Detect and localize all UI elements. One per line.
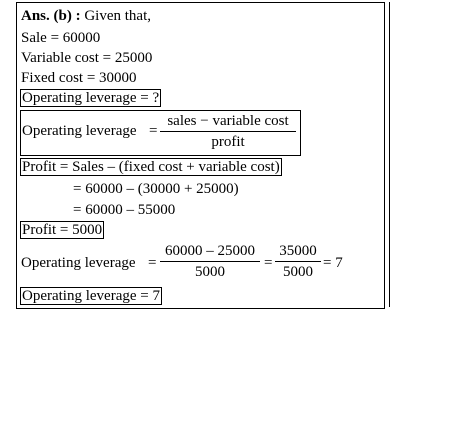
question-box: Operating leverage = ?	[22, 90, 160, 106]
answer-intro: Given that,	[84, 8, 151, 24]
profit-formula-box: Profit = Sales – (fixed cost + variable cost)	[22, 159, 280, 175]
answer-prefix: Ans. (b) :	[21, 8, 81, 24]
given-fixed-cost: Fixed cost = 30000	[21, 70, 137, 86]
final-answer-box: Operating leverage = 7	[22, 288, 160, 304]
calc-fraction-1	[160, 243, 260, 281]
profit-formula-line	[20, 158, 282, 176]
calc-lhs: Operating leverage	[21, 255, 136, 271]
answer-header	[21, 7, 151, 25]
given-sale: Sale = 60000	[21, 30, 101, 46]
final-line	[20, 287, 162, 305]
profit-result-box: Profit = 5000	[22, 222, 103, 238]
profit-step-2: = 60000 – 55000	[73, 202, 176, 218]
profit-step-1: = 60000 – (30000 + 25000)	[73, 181, 239, 197]
calc-denominator-2: 5000	[283, 264, 313, 280]
formula-denominator: profit	[211, 134, 245, 150]
profit-result-line	[20, 221, 104, 239]
question-line	[20, 89, 161, 107]
calc-denominator-1: 5000	[195, 264, 225, 280]
calc-equals-1: =	[148, 255, 157, 271]
right-border-line	[389, 2, 390, 307]
calc-equals-2: =	[264, 255, 273, 271]
formula-numerator: sales − variable cost	[160, 113, 296, 132]
calc-numerator-2: 35000	[275, 243, 321, 262]
calc-result: = 7	[323, 255, 343, 271]
answer-panel	[16, 2, 385, 309]
calc-fraction-2	[275, 243, 321, 281]
formula-lhs: Operating leverage	[22, 123, 137, 139]
given-variable-cost: Variable cost = 25000	[21, 50, 153, 66]
formula-equals: =	[149, 123, 158, 139]
calc-numerator-1: 60000 – 25000	[160, 243, 260, 262]
formula-fraction	[160, 113, 296, 151]
